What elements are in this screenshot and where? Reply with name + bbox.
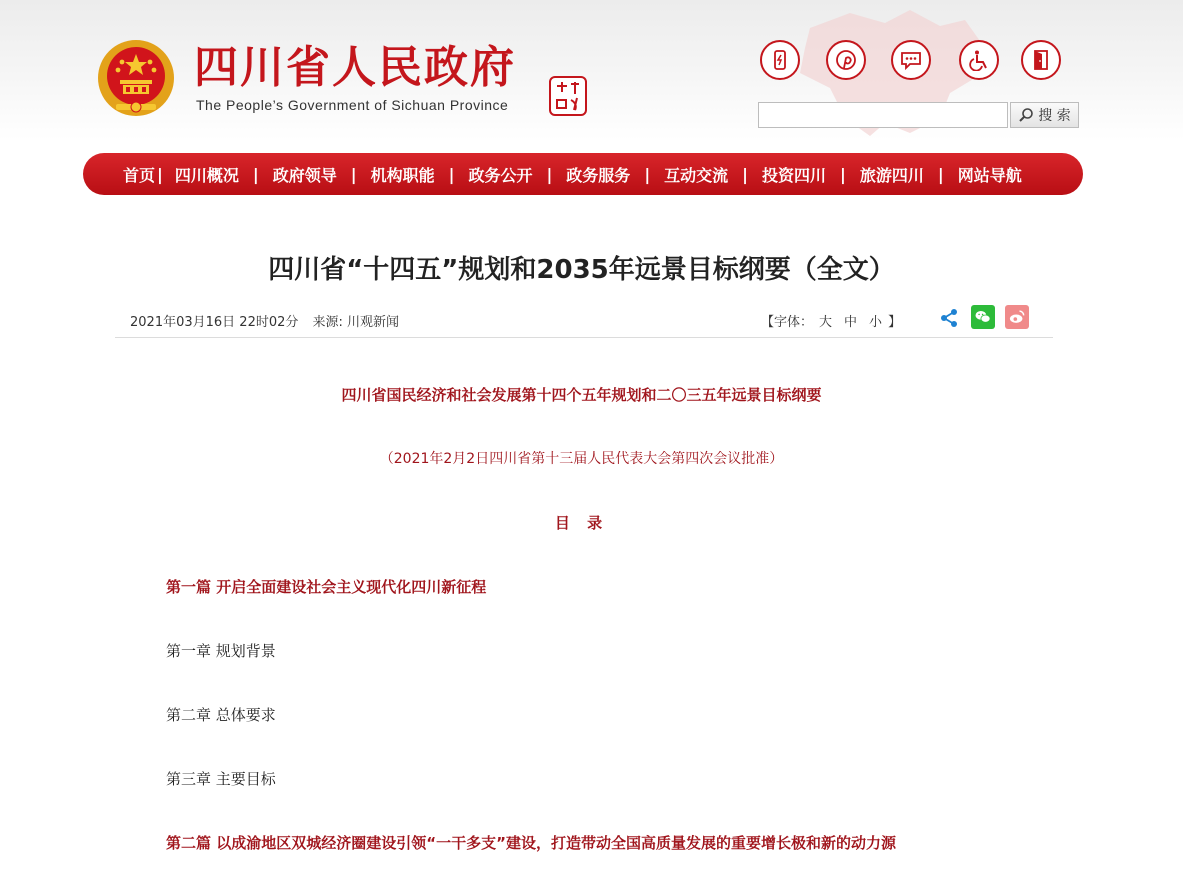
nav-item-interaction[interactable]: 互动交流 [664, 165, 729, 185]
nav-separator: | [546, 164, 553, 184]
national-emblem-icon [96, 38, 176, 118]
main-nav [83, 153, 1083, 195]
nav-item-overview[interactable]: 四川概况 [174, 165, 239, 185]
font-size-label: 【字体： [761, 315, 814, 330]
search-input[interactable] [758, 102, 1008, 128]
article-title: 四川省“十四五”规划和2035年远景目标纲要（全文） [268, 255, 895, 285]
search-icon [1018, 107, 1034, 123]
toc-part: 第二篇 以成渝地区双城经济圈建设引领“一干多支”建设，打造带动全国高质量发展的重要增长极和新的动力源 [166, 834, 896, 852]
nav-separator: | [937, 164, 944, 184]
accessibility-icon[interactable] [959, 40, 999, 80]
nav-item-sitemap[interactable]: 网站导航 [957, 165, 1022, 185]
nav-separator: | [350, 164, 357, 184]
nav-item-agencies[interactable]: 机构职能 [370, 165, 435, 185]
document-approval-note: （2021年2月2日四川省第十三届人民代表大会第四次会议批准） [379, 451, 784, 467]
nav-separator: | [644, 164, 651, 184]
font-size-label-close: 】 [888, 315, 902, 330]
nav-item-tourism[interactable]: 旅游四川 [859, 165, 924, 185]
site-header [0, 0, 1183, 140]
document-main-heading: 四川省国民经济和社会发展第十四个五年规划和二〇三五年远景目标纲要 [341, 386, 822, 404]
nav-item-invest[interactable]: 投资四川 [762, 165, 827, 185]
nav-item-leaders[interactable]: 政府领导 [272, 165, 337, 185]
nav-item-services[interactable]: 政务服务 [566, 165, 631, 185]
mobile-icon[interactable] [760, 40, 800, 80]
toc-chapter: 第三章 主要目标 [166, 770, 276, 788]
font-size-medium[interactable]: 中 [844, 315, 858, 330]
nav-item-home[interactable]: 首页 [123, 165, 156, 185]
site-subtitle: The People’s Government of Sichuan Province [196, 97, 509, 113]
article-meta [130, 311, 409, 330]
nav-separator: | [252, 164, 259, 184]
share-icon[interactable] [939, 308, 959, 328]
message-icon[interactable] [891, 40, 931, 80]
nav-item-gov-info[interactable]: 政务公开 [468, 165, 533, 185]
search-button[interactable] [1010, 102, 1079, 128]
toc-chapter: 第一章 规划背景 [166, 642, 276, 660]
site-title: 四川省人民政府 [194, 42, 516, 93]
weibo-icon[interactable] [1005, 305, 1029, 329]
article-source: 来源: 川观新闻 [312, 315, 400, 330]
sichuan-seal-icon [549, 76, 587, 116]
font-size-switcher [761, 311, 901, 330]
font-size-small[interactable]: 小 [869, 315, 883, 330]
nav-separator: | [448, 164, 455, 184]
exit-door-icon[interactable] [1021, 40, 1061, 80]
toc-heading: 目 录 [554, 514, 609, 532]
toc-chapter: 第二章 总体要求 [166, 706, 276, 724]
font-size-large[interactable]: 大 [819, 315, 833, 330]
nav-separator: | [742, 164, 749, 184]
nav-separator: | [157, 164, 163, 184]
search-button-label: 搜 索 [1038, 108, 1071, 124]
meta-divider [115, 337, 1053, 338]
nav-separator: | [840, 164, 846, 184]
wechat-icon[interactable] [971, 305, 995, 329]
pinterest-icon[interactable] [826, 40, 866, 80]
article-date: 2021年03月16日 22时02分 [130, 315, 299, 330]
toc-part: 第一篇 开启全面建设社会主义现代化四川新征程 [166, 578, 487, 596]
